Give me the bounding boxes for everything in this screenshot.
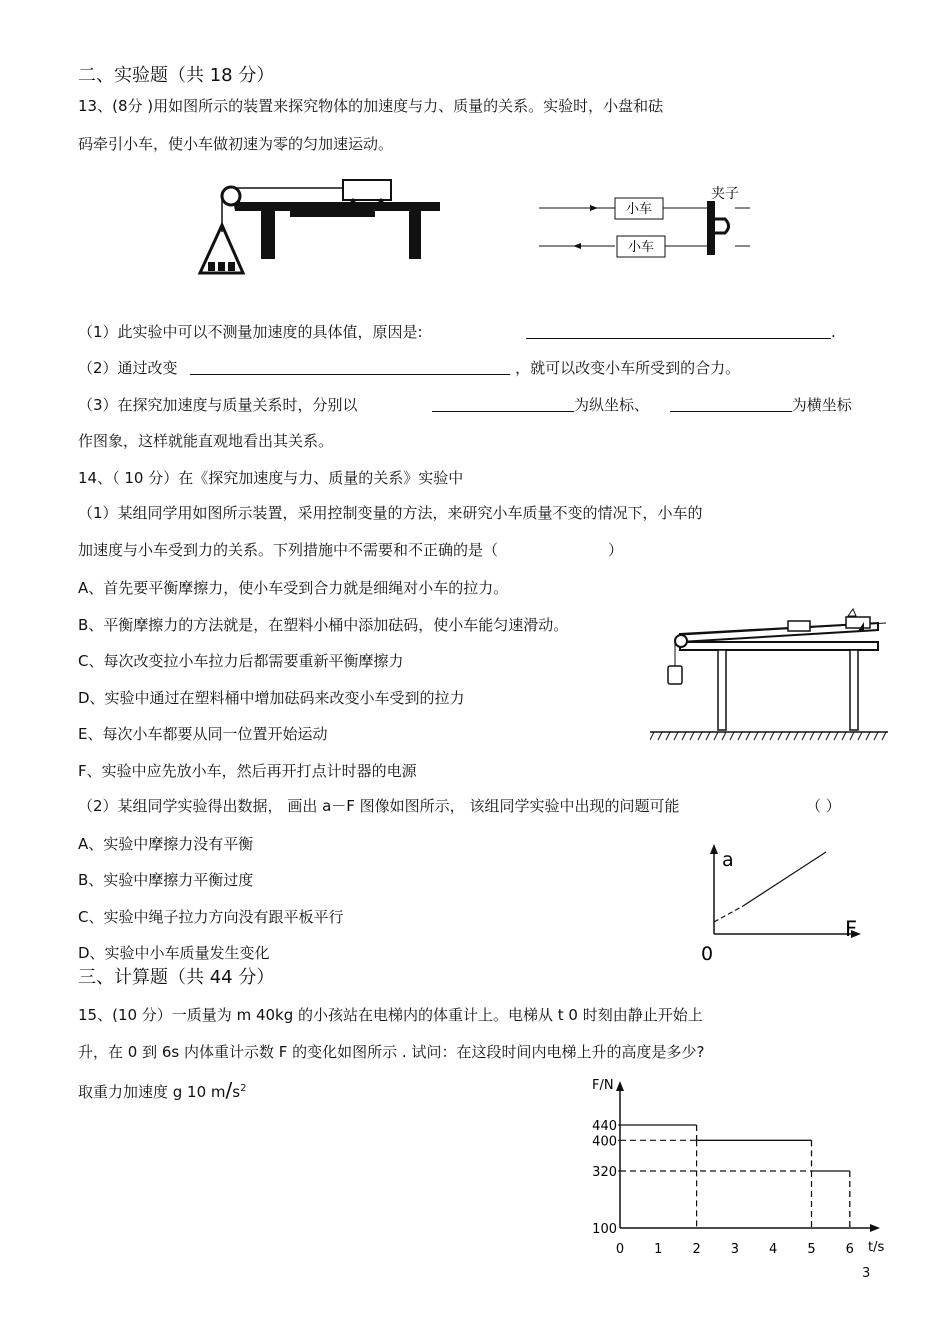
q14-part-1-close: ）: [608, 541, 624, 559]
q14-title: 14、（ 10 分）在《探究加速度与力、质量的关系》实验中: [78, 469, 464, 487]
q14-part-2-option-a: A、实验中摩擦力没有平衡: [78, 835, 254, 853]
q15-gravity-text: 取重力加速度 g 10 m: [78, 1083, 226, 1101]
x-tick-label: 1: [654, 1242, 663, 1257]
x-tick-label: 2: [692, 1242, 701, 1257]
section-3-heading: 三、计算题（共 44 分）: [78, 967, 275, 988]
origin-label: 0: [701, 943, 714, 965]
extrapolated-line: [714, 906, 743, 922]
q14-option-c: C、每次改变拉小车拉力后都需要重新平衡摩擦力: [78, 652, 404, 670]
table-leg-left: [261, 211, 275, 259]
x-tick-label: 0: [615, 1242, 625, 1257]
y-tick-label: 320: [592, 1165, 617, 1180]
q14-apparatus-figure: [650, 608, 895, 746]
q13-part-3: [78, 395, 358, 415]
clip: [707, 201, 715, 255]
table-top: [680, 642, 878, 650]
chart-marks: [620, 1125, 850, 1228]
q14-part-2-option-b: B、实验中摩擦力平衡过度: [78, 871, 254, 889]
a-f-graph: [695, 840, 870, 968]
q13-part-1-end: .: [831, 323, 836, 341]
q13-part-3-text-b: 为纵坐标、: [574, 396, 650, 414]
cart: [788, 621, 810, 631]
q15-unit-s: s: [232, 1083, 241, 1101]
q13-part-3-text-a: （3）在探究加速度与质量关系时，分别以: [78, 396, 358, 414]
q14-part-1-question: 加速度与小车受到力的关系。下列措施中不需要和不正确的是（: [78, 541, 499, 559]
cart-1-label: 小车: [625, 202, 653, 217]
q13-part-3-text-c: 为横坐标: [791, 396, 852, 414]
q14-part-1-line-2: [78, 540, 623, 560]
answer-blank[interactable]: [670, 395, 792, 412]
q13-part-2: [78, 358, 740, 378]
q13-part-1-answer: [526, 322, 836, 342]
q14-option-e: E、每次小车都要从同一位置开始运动: [78, 725, 328, 743]
answer-blank[interactable]: [190, 358, 510, 375]
y-axis-arrow: [616, 1081, 624, 1091]
f-axis-label: F: [845, 917, 858, 941]
data-line: [743, 852, 826, 906]
q13-clip-figure: [535, 183, 755, 263]
x-axis-arrow: [870, 1224, 880, 1232]
x-tick-label: 5: [807, 1242, 816, 1257]
a-axis-label: a: [722, 849, 734, 871]
y-tick-label: 100: [592, 1222, 617, 1237]
q15-line-1: 15、(10 分）一质量为 m 40kg 的小孩站在电梯内的体重计上。电梯从 t 0 时刻由静止开始上: [78, 1006, 703, 1024]
q15-line-3: [78, 1079, 246, 1102]
q13-line-2: 码牵引小车，使小车做初速为零的匀加速运动。: [78, 135, 394, 153]
q13-part-3-line-2: 作图象，这样就能直观地看出其关系。: [78, 432, 334, 450]
y-tick-label: 440: [592, 1119, 617, 1134]
x-tick-label: 6: [845, 1242, 854, 1257]
q13-part-1-text: （1）此实验中可以不测量加速度的具体值，原因是:: [78, 323, 423, 341]
table-leg-right: [850, 650, 858, 730]
q15-line-2: 升，在 0 到 6s 内体重计示数 F 的变化如图所示 . 试问：在这段时间内电梯上升的高度是多少?: [78, 1043, 705, 1061]
q15-slash: /: [225, 1078, 233, 1102]
q14-part-2-line: （2）某组同学实验得出数据， 画出 a－F 图像如图所示， 该组同学实验中出现的问题可能: [78, 797, 680, 815]
answer-blank[interactable]: [432, 395, 574, 412]
y-tick-label: 400: [592, 1134, 617, 1150]
x-tick-label: 4: [769, 1242, 778, 1257]
q14-part-1-line-1: （1）某组同学用如图所示装置，采用控制变量的方法，来研究小车质量不变的情况下，小车的: [78, 504, 703, 522]
table-top: [240, 202, 440, 211]
f-t-chart: [580, 1075, 895, 1260]
q13-part-3-blanks: [432, 395, 852, 415]
pulley: [675, 635, 687, 647]
page-number: 3: [862, 1266, 871, 1281]
x-tick-label: 3: [730, 1242, 740, 1257]
timer: [846, 617, 870, 628]
table-leg-left: [718, 650, 726, 730]
q14-option-f: F、实验中应先放小车，然后再开打点计时器的电源: [78, 762, 417, 780]
cart: [343, 180, 391, 200]
q13-part-2-text-b: ，就可以改变小车所受到的合力。: [515, 359, 741, 377]
q14-part-2-paren[interactable]: （ ）: [806, 797, 841, 815]
q14-part-2-option-c: C、实验中绳子拉力方向没有跟平板平行: [78, 908, 344, 926]
q13-part-1: [78, 322, 423, 342]
y-axis-label: F/N: [592, 1078, 614, 1093]
q13-apparatus-figure: [195, 170, 450, 282]
pulley: [222, 187, 240, 205]
table-leg-right: [409, 211, 421, 259]
q13-line-1: 13、(8分 )用如图所示的装置来探究物体的加速度与力、质量的关系。实验时，小盘和砝: [78, 97, 664, 115]
chart-axes: [592, 1078, 884, 1257]
q15-exponent: 2: [240, 1083, 247, 1094]
cart-2-label: 小车: [627, 240, 655, 255]
q13-part-2-text-a: （2）通过改变: [78, 359, 178, 377]
q14-option-a: A、首先要平衡摩擦力，使小车受到合力就是细绳对小车的拉力。: [78, 579, 509, 597]
q14-option-b: B、平衡摩擦力的方法就是，在塑料小桶中添加砝码，使小车能匀速滑动。: [78, 616, 569, 634]
clip-label: 夹子: [711, 186, 739, 202]
answer-blank[interactable]: [526, 322, 831, 339]
x-axis-label: t/s: [868, 1240, 885, 1255]
section-2-heading: 二、实验题（共 18 分）: [78, 65, 275, 86]
bucket: [668, 666, 682, 684]
q14-part-2-option-d: D、实验中小车质量发生变化: [78, 944, 270, 962]
q14-option-d: D、实验中通过在塑料桶中增加砝码来改变小车受到的拉力: [78, 689, 465, 707]
